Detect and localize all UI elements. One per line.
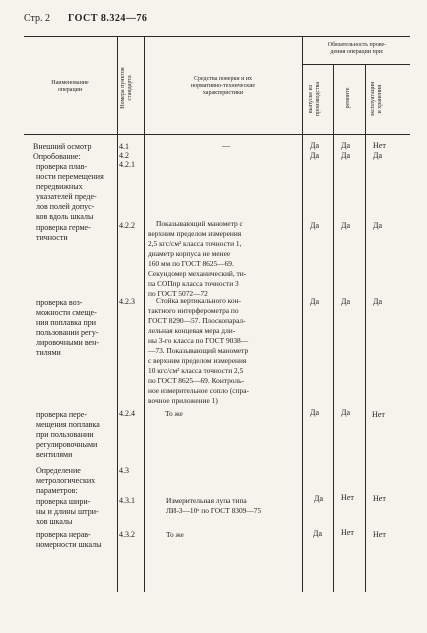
means-line: —73. Показывающий манометр bbox=[148, 346, 249, 355]
header-repair bbox=[345, 68, 352, 128]
repair-value: Да bbox=[341, 297, 351, 306]
header-operation-line: операции bbox=[57, 87, 83, 93]
means-line: по ГОСТ 5072—72 bbox=[148, 289, 208, 298]
means-line: 160 мм по ГОСТ 8625—69. bbox=[148, 259, 234, 268]
operation-name-line: ков вдоль шкалы bbox=[36, 212, 94, 221]
means-line: лельная концевая мера дли- bbox=[148, 326, 236, 335]
release-value: Да bbox=[313, 529, 323, 538]
release-value: Да bbox=[310, 141, 320, 150]
header-operation-use-line: и хранении bbox=[377, 84, 383, 114]
means-text: — bbox=[222, 141, 230, 150]
operation-name-line: регулировочными bbox=[36, 440, 98, 449]
item-number: 4.3.2 bbox=[119, 530, 135, 539]
header-obligation bbox=[304, 42, 410, 56]
means-line: с верхним пределом измерения bbox=[148, 356, 247, 365]
operation-name-line: при пользовании bbox=[36, 430, 94, 439]
operation-name-line: можности смеще- bbox=[36, 308, 97, 317]
means-line: ное измерительное сопло (спра- bbox=[148, 386, 249, 395]
repair-value: Нет bbox=[341, 528, 354, 537]
means-line: Стойка вертикального кон- bbox=[156, 296, 241, 305]
operation-name-line: пользовании регу- bbox=[36, 328, 99, 337]
use-value: Нет bbox=[373, 494, 386, 503]
operation-name-line: проверка плав- bbox=[36, 162, 88, 171]
item-number: 4.3 bbox=[119, 466, 129, 475]
means-line: Измерительная лупа типа bbox=[166, 496, 247, 505]
operation-name-line: передвижных bbox=[36, 182, 83, 191]
release-value: Да bbox=[310, 297, 320, 306]
release-value: Да bbox=[310, 408, 320, 417]
header-item-numbers-line: Номера пунктов bbox=[120, 67, 126, 109]
operation-name-line: ния поплавка при bbox=[36, 318, 97, 327]
operation-name-line: метрологических bbox=[36, 476, 96, 485]
operation-name-line: Определение bbox=[36, 466, 81, 475]
header-means-line: нормативно-технические bbox=[190, 83, 256, 89]
item-number: 4.2.1 bbox=[119, 160, 135, 169]
operation-name-line: вентилями bbox=[36, 450, 73, 459]
header-means-line: Средства поверки и их bbox=[193, 76, 253, 82]
header-item-numbers-line: стандарта bbox=[127, 75, 133, 101]
header-release-line: выпуске из bbox=[308, 84, 314, 114]
release-value: Да bbox=[310, 151, 320, 160]
means-line: ЛИ-3—10ˣ по ГОСТ 8309—75 bbox=[166, 506, 262, 515]
operation-name-line: тичности bbox=[36, 233, 68, 242]
standard-code: ГОСТ 8.324—76 bbox=[68, 13, 148, 24]
use-value: Да bbox=[373, 297, 383, 306]
means-line: ГОСТ 8290—57. Плоскопарал- bbox=[148, 316, 246, 325]
item-number: 4.2 bbox=[119, 151, 129, 160]
operation-name: Опробование: bbox=[33, 152, 81, 161]
operation-name-line: проверка воз- bbox=[36, 298, 83, 307]
header-operation-use-line: эксплуатации bbox=[370, 81, 376, 117]
use-value: Нет bbox=[373, 530, 386, 539]
header-repair-line: ремонте bbox=[345, 87, 351, 109]
operation-name-line: ны и длины штри- bbox=[36, 507, 99, 516]
means-line: 10 кгс/см² класса точности 2,5 bbox=[148, 366, 244, 375]
item-number: 4.3.1 bbox=[119, 496, 135, 505]
means-line: вочное приложение 1) bbox=[148, 396, 218, 405]
operation-name-line: номерности шкалы bbox=[36, 540, 102, 549]
means-line: ны 3-го класса по ГОСТ 9038— bbox=[148, 336, 249, 345]
header-operation-line: Наименование bbox=[51, 80, 89, 86]
operation-name-line: ности перемещения bbox=[36, 172, 104, 181]
page-label: Стр. 2 bbox=[24, 13, 51, 24]
header-obligation-line: Обязательность прове- bbox=[327, 42, 387, 48]
header-operation-use bbox=[370, 68, 384, 130]
means-line: па СОПпр класса точности 3 bbox=[148, 279, 239, 288]
header-obligation-line: дения операции при: bbox=[330, 49, 384, 55]
operation-name-line: проверка герме- bbox=[36, 223, 91, 232]
operation-name-line: параметров: bbox=[36, 486, 78, 495]
means-text: То же bbox=[165, 409, 183, 418]
repair-value: Нет bbox=[341, 493, 354, 502]
use-value: Нет bbox=[372, 410, 385, 419]
operation-name-line: указателей преде- bbox=[36, 192, 97, 201]
operation-name-line: проверка шири- bbox=[36, 497, 91, 506]
repair-value: Да bbox=[341, 151, 351, 160]
means-line: тактного интерферометра по bbox=[148, 306, 239, 315]
operation-name-line: мещения поплавка bbox=[36, 420, 100, 429]
means-line: верхним пределом измерения bbox=[148, 229, 242, 238]
means-text: То же bbox=[166, 530, 184, 539]
operation-name-line: проверка нерав- bbox=[36, 530, 91, 539]
item-number: 4.2.3 bbox=[119, 297, 135, 306]
operation-name-line: проверка пере- bbox=[36, 410, 87, 419]
means-line: по ГОСТ 8625—69. Контроль- bbox=[148, 376, 244, 385]
item-number: 4.2.4 bbox=[119, 409, 135, 418]
repair-value: Да bbox=[341, 221, 351, 230]
means-line: Секундомер механический, ти- bbox=[148, 269, 247, 278]
header-item-numbers bbox=[120, 48, 134, 128]
repair-value: Да bbox=[341, 408, 351, 417]
header-release-line: производства bbox=[315, 81, 321, 117]
header-means bbox=[146, 76, 300, 97]
repair-value: Да bbox=[341, 141, 351, 150]
operation-name-line: лов полей допус- bbox=[36, 202, 95, 211]
use-value: Нет bbox=[373, 141, 386, 150]
release-value: Да bbox=[310, 221, 320, 230]
header-release bbox=[308, 68, 322, 130]
release-value: Да bbox=[314, 494, 324, 503]
operation-name-line: лировочными вен- bbox=[36, 338, 100, 347]
header-operation bbox=[26, 80, 114, 94]
operation-name: Внешний осмотр bbox=[33, 142, 92, 151]
operation-name-line: хов шкалы bbox=[36, 517, 73, 526]
item-number: 4.2.2 bbox=[119, 221, 135, 230]
means-line: 2,5 кгс/см² класса точности 1, bbox=[148, 239, 242, 248]
means-line: Показывающий манометр с bbox=[156, 219, 243, 228]
item-number: 4.1 bbox=[119, 142, 129, 151]
means-line: диаметр корпуса не менее bbox=[148, 249, 231, 258]
use-value: Да bbox=[373, 151, 383, 160]
use-value: Да bbox=[373, 221, 383, 230]
operation-name-line: тилями bbox=[36, 348, 61, 357]
header-means-line: характеристики bbox=[202, 90, 244, 96]
